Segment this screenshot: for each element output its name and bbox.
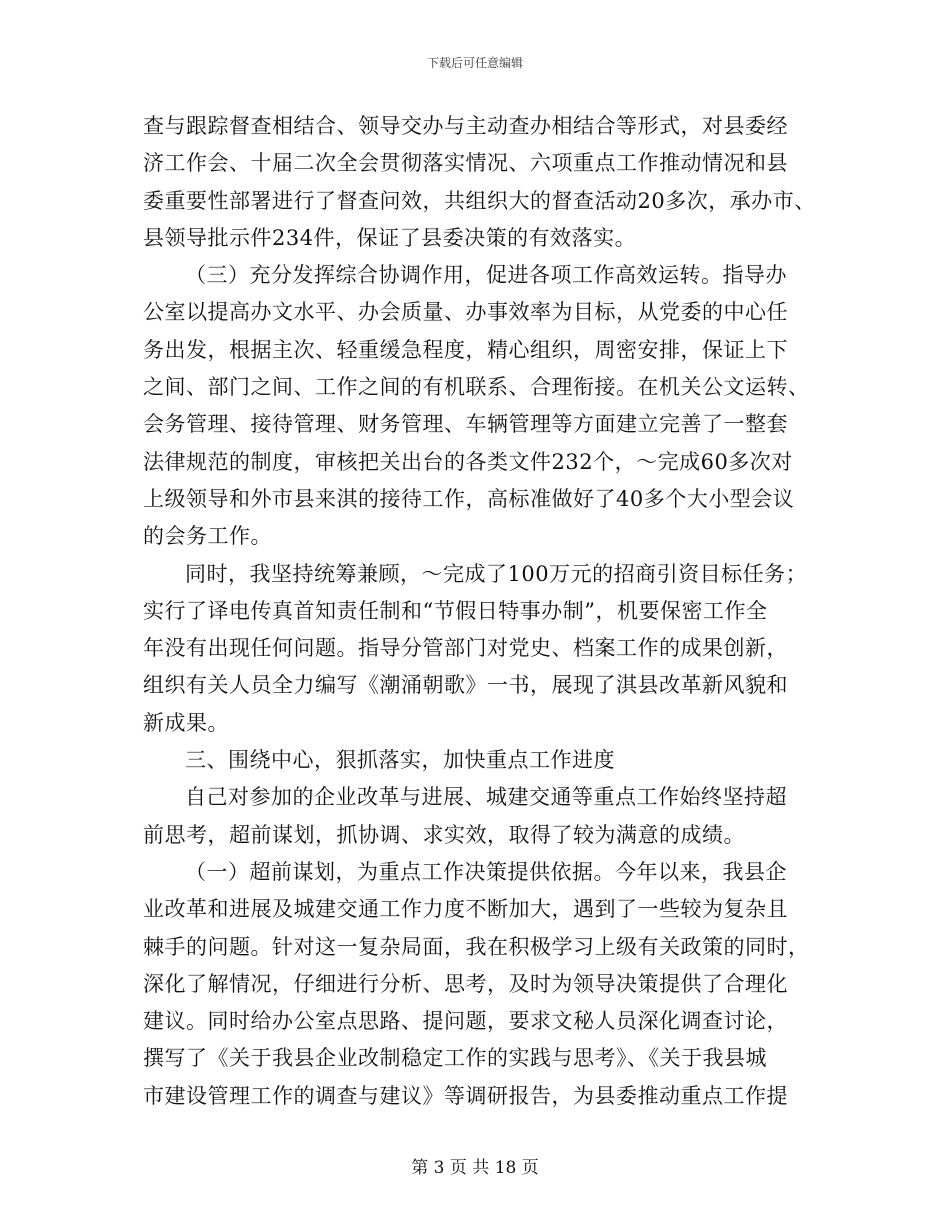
text-line: 县领导批示件234件，保证了县委决策的有效落实。 (143, 225, 637, 250)
section-heading: 三、围绕中心，狠抓落实，加快重点工作进度 (185, 748, 615, 773)
text-line: 实行了译电传真首知责任制和“节假日特事办制”，机要保密工作全 (143, 598, 768, 623)
text-line: （三）充分发挥综合协调作用，促进各项工作高效运转。指导办 (185, 263, 787, 288)
page-header: 下载后可任意编辑 (426, 56, 523, 70)
text-line: 年没有出现任何问题。指导分管部门对党史、档案工作的成果创新， (143, 636, 788, 661)
text-line: 会务管理、接待管理、财务管理、车辆管理等方面建立完善了一整套 (143, 412, 788, 437)
text-line: 组织有关人员全力编写《潮涌朝歌》一书，展现了淇县改革新风貌和 (143, 673, 788, 698)
text-line: 务出发，根据主次、轻重缓急程度，精心组织，周密安排，保证上下 (143, 337, 788, 362)
text-line: （一）超前谋划，为重点工作决策提供依据。今年以来，我县企 (185, 859, 787, 884)
text-line: 前思考，超前谋划，抓协调、求实效，取得了较为满意的成绩。 (143, 822, 745, 847)
page-footer: 第 3 页 共 18 页 (411, 1158, 539, 1178)
text-line: 深化了解情况，仔细进行分析、思考，及时为领导决策提供了合理化 (143, 971, 788, 996)
text-line: 查与跟踪督查相结合、领导交办与主动查办相结合等形式，对县委经 (143, 114, 788, 138)
text-line: 撰写了《关于我县企业改制稳定工作的实践与思考》、《关于我县城 (143, 1046, 767, 1071)
text-line: 新成果。 (143, 710, 229, 735)
text-line: 业改革和进展及城建交通工作力度不断加大，遇到了一些较为复杂且 (143, 897, 788, 922)
text-line: 法律规范的制度，审核把关出台的各类文件232个，～完成60多次对 (143, 449, 793, 474)
text-line: 同时，我坚持统筹兼顾，～完成了100万元的招商引资目标任务； (185, 561, 808, 586)
text-line: 济工作会、十届二次全会贯彻落实情况、六项重点工作推动情况和县 (143, 151, 788, 176)
text-line: 之间、部门之间、工作之间的有机联系、合理衔接。在机关公文运转、 (143, 375, 810, 400)
text-line: 公室以提高办文水平、办会质量、办事效率为目标，从党委的中心任 (143, 300, 788, 325)
text-line: 上级领导和外市县来淇的接待工作，高标准做好了40多个大小型会议 (143, 486, 795, 511)
text-line: 的会务工作。 (143, 524, 272, 549)
text-line: 市建设管理工作的调查与建议》等调研报告，为县委推动重点工作提 (143, 1083, 788, 1108)
text-line: 自己对参加的企业改革与进展、城建交通等重点工作始终坚持超 (185, 785, 787, 810)
text-line: 棘手的问题。针对这一复杂局面，我在积极学习上级有关政策的同时， (143, 934, 810, 959)
text-line: 委重要性部署进行了督查问效，共组织大的督查活动20多次，承办市、 (143, 188, 816, 213)
document-body (143, 108, 816, 1115)
text-line: 建议。同时给办公室点思路、提问题，要求文秘人员深化调查讨论， (143, 1009, 788, 1034)
